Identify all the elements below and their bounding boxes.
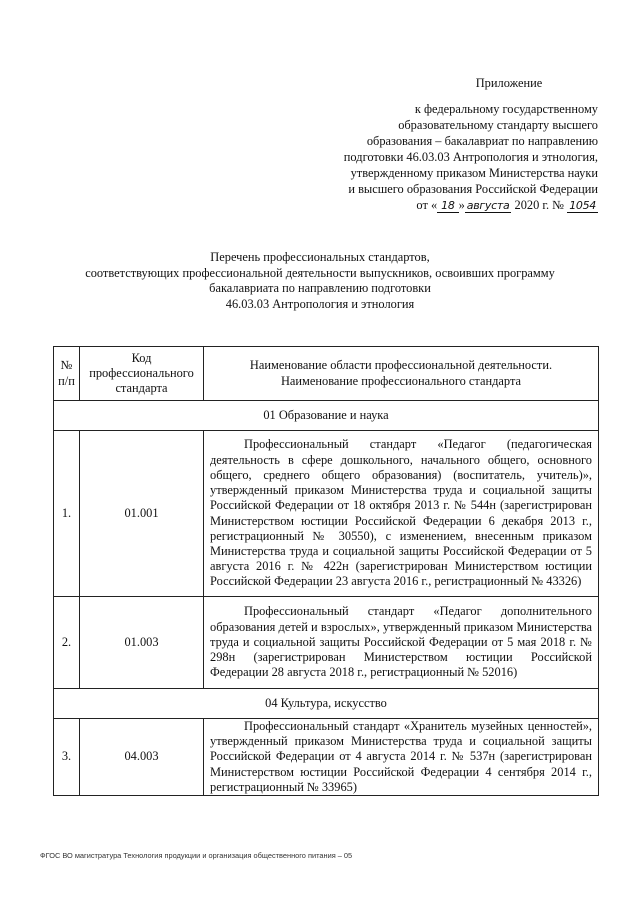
- section-title: 01 Образование и наука: [54, 401, 599, 431]
- section-row: [54, 689, 599, 719]
- row-text: Профессиональный стандарт «Хранитель музейных ценностей», утвержденный приказом Министерства труда и социальной защиты Российской Федерации от 4 августа 2014 г. № 537н (зарегистрирован Министерством юстиции Российской Федерации 4 сентября 2014 г., регистрационный № 33965): [204, 719, 599, 796]
- handwritten-number: 1054: [569, 199, 596, 212]
- handwritten-month: августа: [466, 199, 510, 212]
- appendix-line: образовательному стандарту высшего: [398, 118, 598, 132]
- row-num: 3.: [54, 719, 80, 796]
- table-header-row: [54, 347, 599, 401]
- date-year: 2020 г. №: [514, 198, 565, 212]
- appendix-line: и высшего образования Российской Федерации: [348, 182, 598, 196]
- row-text: Профессиональный стандарт «Педагог (педагогическая деятельность в сфере дошкольного, начального общего, основного общего, среднего общего образования) (воспитатель, учитель)», утвержденный приказом Министерства труда и социальной защиты Российской Федерации от 18 октября 2013 г. № 544н (зарегистрирован Министерством юстиции Российской Федерации 6 декабря 2013 г., регистрационный № 30550), с изменением, внесенным приказом Министерства труда и социальной защиты Российской Федерации от 5 августа 2016 г. № 422н (зарегистрирован Министерством юстиции Российской Федерации 23 августа 2016 г., регистрационный № 43326): [204, 431, 599, 597]
- header-code: Код профессионального стандарта: [80, 347, 204, 401]
- date-prefix: от «: [416, 198, 438, 212]
- row-text: Профессиональный стандарт «Педагог дополнительного образования детей и взрослых», утвержденный приказом Министерства труда и социальной защиты Российской Федерации от 5 мая 2018 г. № 298н (зарегистрирован Министерством юстиции Российской Федерации 28 августа 2018 г., регистрационный № 52016): [204, 597, 599, 689]
- header-name-line: Наименование профессионального стандарта: [280, 373, 522, 388]
- row-code: 04.003: [80, 719, 204, 796]
- order-date-line: [300, 197, 598, 214]
- appendix-header: [300, 75, 598, 214]
- appendix-line: образования – бакалавриат по направлению: [366, 134, 598, 148]
- row-num: 2.: [54, 597, 80, 689]
- section-title: 04 Культура, искусство: [54, 689, 599, 719]
- list-heading: [40, 250, 600, 312]
- header-num: № п/п: [54, 347, 80, 401]
- row-num: 1.: [54, 431, 80, 597]
- section-row: [54, 401, 599, 431]
- heading-line: 46.03.03 Антропология и этнология: [225, 296, 415, 311]
- appendix-line: подготовки 46.03.03 Антропология и этнология,: [343, 150, 598, 164]
- heading-line: соответствующих профессиональной деятельности выпускников, освоивших программу: [85, 265, 555, 280]
- standards-table: [53, 346, 599, 796]
- appendix-line: к федеральному государственному: [414, 102, 598, 116]
- heading-line: Перечень профессиональных стандартов,: [210, 250, 430, 264]
- heading-line: бакалавриата по направлению подготовки: [209, 281, 431, 295]
- appendix-line: утвержденному приказом Министерства науки: [350, 166, 598, 180]
- table-row: [54, 719, 599, 796]
- header-name: [204, 347, 599, 401]
- date-mid: »: [458, 198, 465, 212]
- footer-note: ФГОС ВО магистратура Технология продукции и организация общественного питания – 05: [40, 851, 353, 860]
- handwritten-day: 18: [437, 199, 458, 213]
- table-row: [54, 431, 599, 597]
- appendix-title: Приложение: [475, 76, 543, 90]
- header-name-line: Наименование области профессиональной деятельности.: [249, 358, 553, 373]
- table-row: [54, 597, 599, 689]
- row-code: 01.003: [80, 597, 204, 689]
- row-code: 01.001: [80, 431, 204, 597]
